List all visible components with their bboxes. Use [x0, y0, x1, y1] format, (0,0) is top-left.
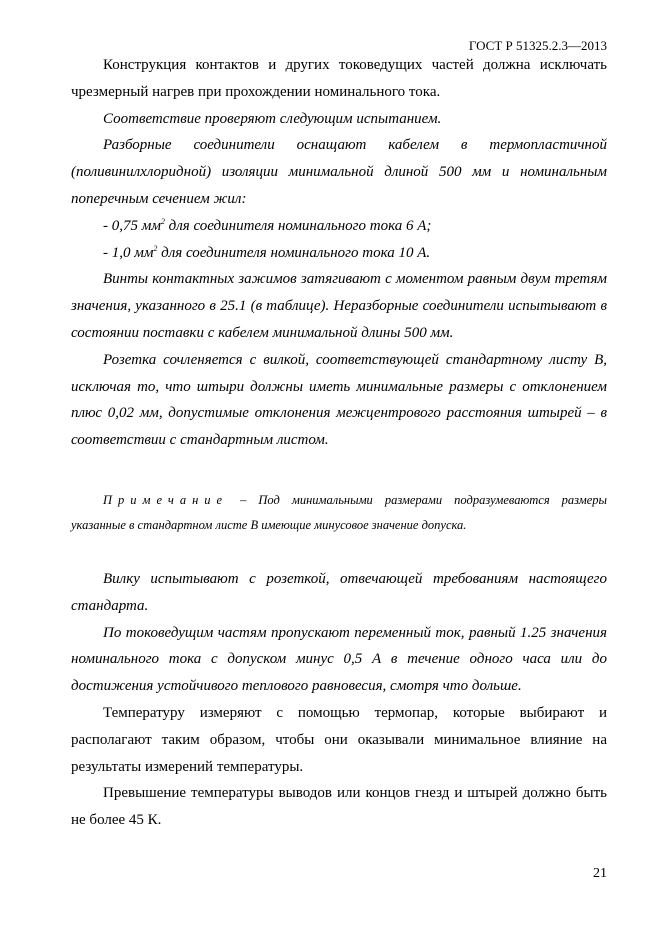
standard-header: ГОСТ Р 51325.2.3—2013 — [468, 38, 607, 53]
document-body — [71, 52, 607, 834]
paragraph-thermocouples: Температуру измеряют с помощью термопар, которые выбирают и располагают таким образом, чтобы они оказывали минимальное влияние на результаты измерений температуры. — [71, 704, 607, 775]
list-item-10a-sup: 2 — [153, 243, 158, 253]
list-item-6a — [71, 213, 607, 240]
paragraph-terminal-screws: Винты контактных зажимов затягивают с моментом равным двум третям значения, указанного в 25.1 (в таблице). Неразборные соединители испытывают в состоянии поставки с кабелем минимальной длины 500 мм. — [71, 271, 607, 341]
list-item-6a-post: для соединителя номинального тока 6 А; — [164, 217, 432, 234]
list-item-10a — [71, 240, 607, 267]
page-number: 21 — [593, 866, 607, 881]
paragraph-current-test: По токоведущим частям пропускают переменный ток, равный 1.25 значения номинального тока с допуском минус 0,5 А в течение одного часа или до достижения устойчивого теплового равновесия, смотря что дольше. — [71, 624, 607, 695]
paragraph-socket-mating: Розетка сочленяется с вилкой, соответствующей стандартному листу В, исключая то, что штыри должны иметь минимальные размеры с отклонением плюс 0,02 мм, допустимые отклонения межцентрового расстояния штырей – в соответствии с стандартным листом. — [71, 351, 607, 449]
note-block — [71, 488, 607, 538]
note-text: – Под минимальными размерами подразумеваются размеры указанные в стандартном листе В имеющие минусовое значение допуска. — [71, 492, 607, 532]
paragraph-compliance-check: Соответствие проверяют следующим испытанием. — [103, 110, 442, 127]
paragraph-temperature-rise: Превышение температуры выводов или концов гнезд и штырей должно быть не более 45 К. — [71, 785, 607, 829]
note-label: Примечание — [103, 492, 229, 507]
list-item-6a-sup: 2 — [160, 216, 165, 226]
list-item-10a-pre: - 1,0 мм — [103, 244, 154, 261]
paragraph-plug-test: Вилку испытывают с розеткой, отвечающей требованиям настоящего стандарта. — [71, 570, 607, 614]
paragraph-rewirable-connectors: Разборные соединители оснащают кабелем в термопластичной (поливинилхлоридной) изоляции минимальной длиной 500 мм и номинальным поперечным сечением жил: — [71, 137, 607, 207]
paragraph-contacts-design: Конструкция контактов и других токоведущих частей должна исключать чрезмерный нагрев при прохождении номинального тока. — [71, 57, 607, 100]
list-item-6a-pre: - 0,75 мм — [103, 217, 161, 234]
list-item-10a-post: для соединителя номинального тока 10 А. — [157, 244, 431, 261]
